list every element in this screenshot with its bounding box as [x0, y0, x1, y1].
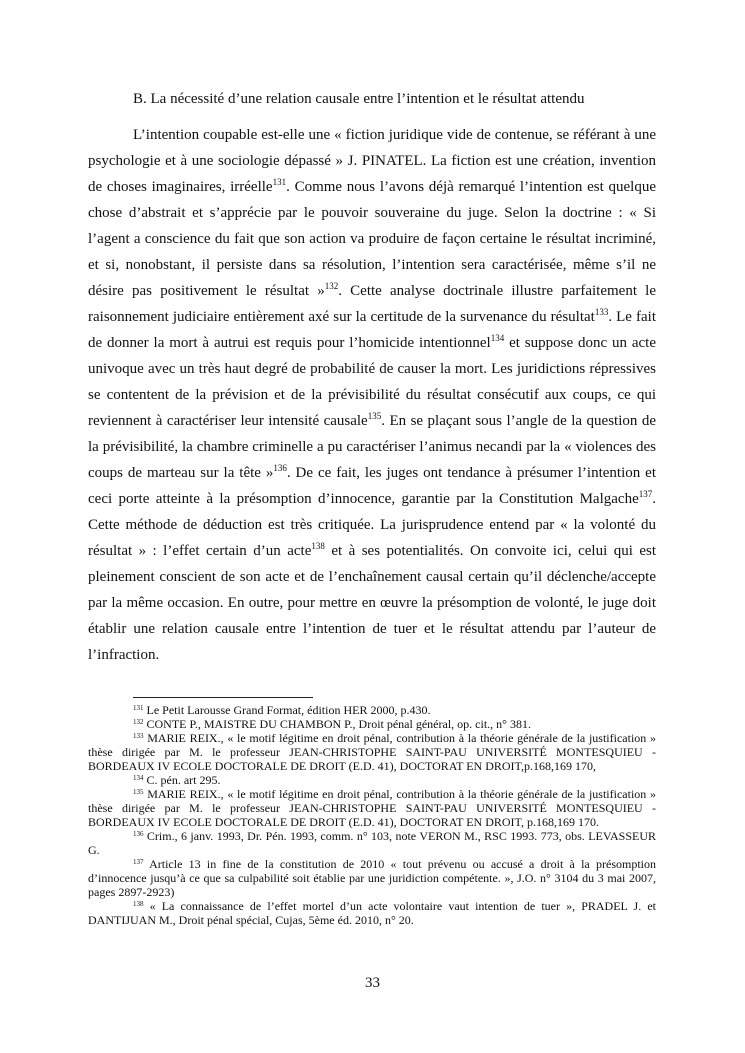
- footnote-ref-138[interactable]: 138: [311, 541, 325, 551]
- footnote-number: 134: [133, 774, 144, 782]
- footnote-number: 138: [133, 900, 144, 908]
- footnote-number: 132: [133, 718, 144, 726]
- footnote-text: « La connaissance de l’effet mortel d’un acte volontaire vaut intention de tuer », PRADEL J. et DANTIJUAN M., Droit pénal spécial, Cujas, 5ème éd. 2010, n° 20.: [88, 899, 656, 927]
- footnote-ref-135[interactable]: 135: [367, 411, 382, 421]
- page-number: 33: [365, 975, 380, 991]
- footnote-text: MARIE REIX., « le motif légitime en droit pénal, contribution à la théorie générale de la justification » thèse dirigée par M. le professeur JEAN-CHRISTOPHE SAINT-PAU UNIVERSITÉ MONTESQUIEU - BORDEAUX IV ECOLE DOCTORALE DE DROIT (E.D. 41), DOCTORAT EN DROIT, p.168,169 170.: [88, 787, 656, 829]
- paragraph-text: . Cette analyse doctrinale illustre parfaitement le raisonnement judiciaire entièrement axé sur la certitude de la survenance du résultat: [88, 283, 656, 325]
- footnote-ref-137[interactable]: 137: [638, 489, 653, 499]
- footnote-number: 135: [133, 788, 144, 796]
- footnote-number: 136: [133, 830, 144, 838]
- footnote-ref-132[interactable]: 132: [324, 281, 339, 291]
- footnote-number: 137: [133, 858, 144, 866]
- footnote: [88, 829, 656, 857]
- paragraph-text: . De ce fait, les juges ont tendance à présumer l’intention et ceci porte atteinte à la présomption d’innocence, garantie par la Constitution Malgache: [88, 465, 657, 507]
- footnote-ref-136[interactable]: 136: [273, 463, 287, 473]
- footnote-ref-131[interactable]: 131: [272, 177, 287, 187]
- footnote-number: 133: [133, 732, 144, 740]
- footnote: [88, 731, 656, 773]
- footnotes-section: [88, 703, 656, 927]
- footnote-ref-133[interactable]: 133: [594, 307, 609, 317]
- footnote-text: Article 13 in fine de la constitution de 2010 « tout prévenu ou accusé a droit à la présomption d’innocence jusqu’à ce que sa culpabilité soit établie par une juridiction compétente. », J.O. n° 3104 du 3 mai 2007, pages 2897-2923): [88, 857, 656, 899]
- footnote: [88, 787, 656, 829]
- paragraph-text: L’intention coupable est-elle une « fiction juridique vide de contenue, se référant à une psychologie et à une sociologie dépassé » J. PINATEL. La fiction est une création, invention de choses imaginaires, irréelle: [88, 127, 656, 195]
- footnote-separator: [133, 697, 313, 698]
- paragraph-text: . Comme nous l’avons déjà remarqué l’intention est quelque chose d’abstrait et s’apprécie par le pouvoir souveraine du juge. Selon la doctrine : « Si l’agent a conscience du fait que son action va produire de façon certaine le résultat incriminé, et si, nonobstant, il persiste dans sa résolution, l’intention sera caractérisée, même s’il ne désire pas positivement le résultat »: [88, 179, 657, 299]
- footnote-text: CONTE P., MAISTRE DU CHAMBON P., Droit pénal général, op. cit., n° 381.: [143, 717, 531, 731]
- paragraph-text: et suppose donc un acte univoque avec un très haut degré de probabilité de causer la mort. Les juridictions répressives se contentent de la prévision et de la prévisibilité du résultat consécutif aux coups, ce qui reviennent à caractériser leur intensité causale: [88, 335, 656, 429]
- body-paragraph: [88, 122, 656, 668]
- paragraph-text: . Cette méthode de déduction est très critiquée. La jurisprudence entend par « la volonté du résultat » : l’effet certain d’un acte: [88, 491, 656, 559]
- paragraph-text: . En se plaçant sous l’angle de la question de la prévisibilité, la chambre criminelle a pu caractériser l’animus necandi par la « violences des coups de marteau sur la tête »: [88, 413, 656, 481]
- footnote: [88, 717, 656, 731]
- footnote: [88, 899, 656, 927]
- footnote-text: C. pén. art 295.: [143, 773, 221, 787]
- footnote: [88, 703, 656, 717]
- footnote-ref-134[interactable]: 134: [490, 333, 505, 343]
- footnote-number: 131: [133, 704, 144, 712]
- footnote: [88, 773, 656, 787]
- footnote: [88, 857, 656, 899]
- footnote-text: MARIE REIX., « le motif légitime en droit pénal, contribution à la théorie générale de la justification » thèse dirigée par M. le professeur JEAN-CHRISTOPHE SAINT-PAU UNIVERSITÉ MONTESQUIEU - BORDEAUX IV ECOLE DOCTORALE DE DROIT (E.D. 41), DOCTORAT EN DROIT,p.168,169 170,: [88, 731, 656, 773]
- footnote-text: Le Petit Larousse Grand Format, édition HER 2000, p.430.: [143, 703, 431, 717]
- footnote-text: Crim., 6 janv. 1993, Dr. Pén. 1993, comm. n° 103, note VERON M., RSC 1993. 773, obs. LEVASSEUR G.: [88, 829, 656, 857]
- section-heading: B. La nécessité d’une relation causale entre l’intention et le résultat attendu: [133, 91, 585, 107]
- paragraph-text: . Le fait de donner la mort à autrui est requis pour l’homicide intentionnel: [88, 309, 656, 351]
- paragraph-text: et à ses potentialités. On convoite ici, celui qui est pleinement conscient de son acte et de l’enchaînement causal certain qu’il déclenche/accepte par la même occasion. En outre, pour mettre en œuvre la présomption de volonté, le juge doit établir une relation causale entre l’intention de tuer et le résultat attendu par l’auteur de l’infraction.: [88, 543, 656, 663]
